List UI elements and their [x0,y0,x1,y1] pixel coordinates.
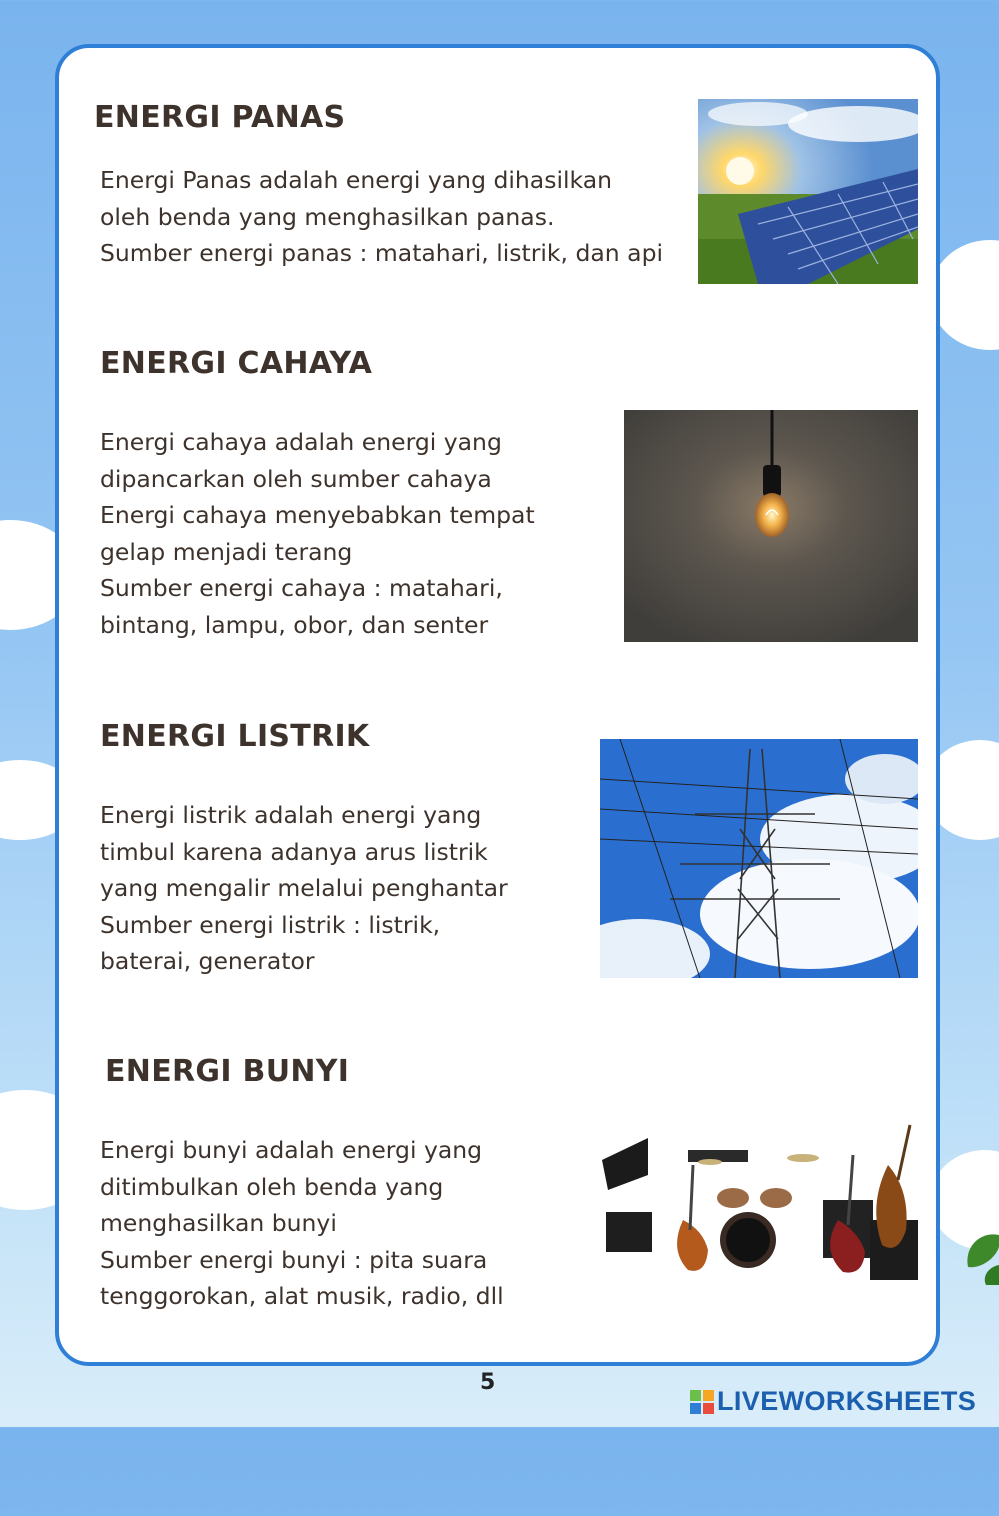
text-line: Energi bunyi adalah energi yang [100,1136,483,1164]
text-line: gelap menjadi terang [100,537,353,566]
text-line: Sumber energi listrik : listrik, [100,910,441,939]
tree-leaf-icon [958,1225,999,1285]
text-line: baterai, generator [100,947,315,975]
text-line: Sumber energi panas : matahari, listrik, dan api [100,239,664,267]
text-line: timbul karena adanya arus listrik [100,837,488,866]
text-line: yang mengalir melalui penghantar [100,874,508,902]
text-line: ditimbulkan oleh benda yang [100,1172,444,1201]
text-line: bintang, lampu, obor, dan senter [100,610,489,639]
cloud-decoration [930,240,999,350]
power-tower-image [600,739,918,978]
text-line: Energi cahaya adalah energi yang [100,428,502,456]
text-line: Sumber energi bunyi : pita suara [100,1245,488,1274]
section-text-listrik [100,797,508,980]
text-line: Energi listrik adalah energi yang [100,801,482,829]
text-line: Energi cahaya menyebabkan tempat [100,501,535,529]
section-text-cahaya [100,424,535,643]
musical-instruments-image [598,1120,920,1305]
text-line: Energi Panas adalah energi yang dihasilkan [100,166,612,194]
text-line: dipancarkan oleh sumber cahaya [100,464,492,493]
brand-name: LIVEWORKSHEETS [717,1386,977,1416]
solar-panel-image [698,99,918,284]
text-line: tenggorokan, alat musik, radio, dll [100,1282,504,1310]
text-line: menghasilkan bunyi [100,1209,337,1237]
liveworksheets-logo-icon [690,1390,714,1414]
text-line: Sumber energi cahaya : matahari, [100,574,503,602]
text-line: oleh benda yang menghasilkan panas. [100,202,555,231]
section-title-cahaya: ENERGI CAHAYA [100,346,373,381]
section-title-bunyi: ENERGI BUNYI [105,1054,350,1089]
section-text-panas [100,162,663,272]
section-title-listrik: ENERGI LISTRIK [100,719,370,754]
section-title-panas: ENERGI PANAS [94,100,346,135]
page-number: 5 [480,1370,496,1395]
liveworksheets-logo[interactable] [690,1386,976,1417]
section-text-bunyi [100,1132,504,1315]
light-bulb-image [624,410,918,642]
